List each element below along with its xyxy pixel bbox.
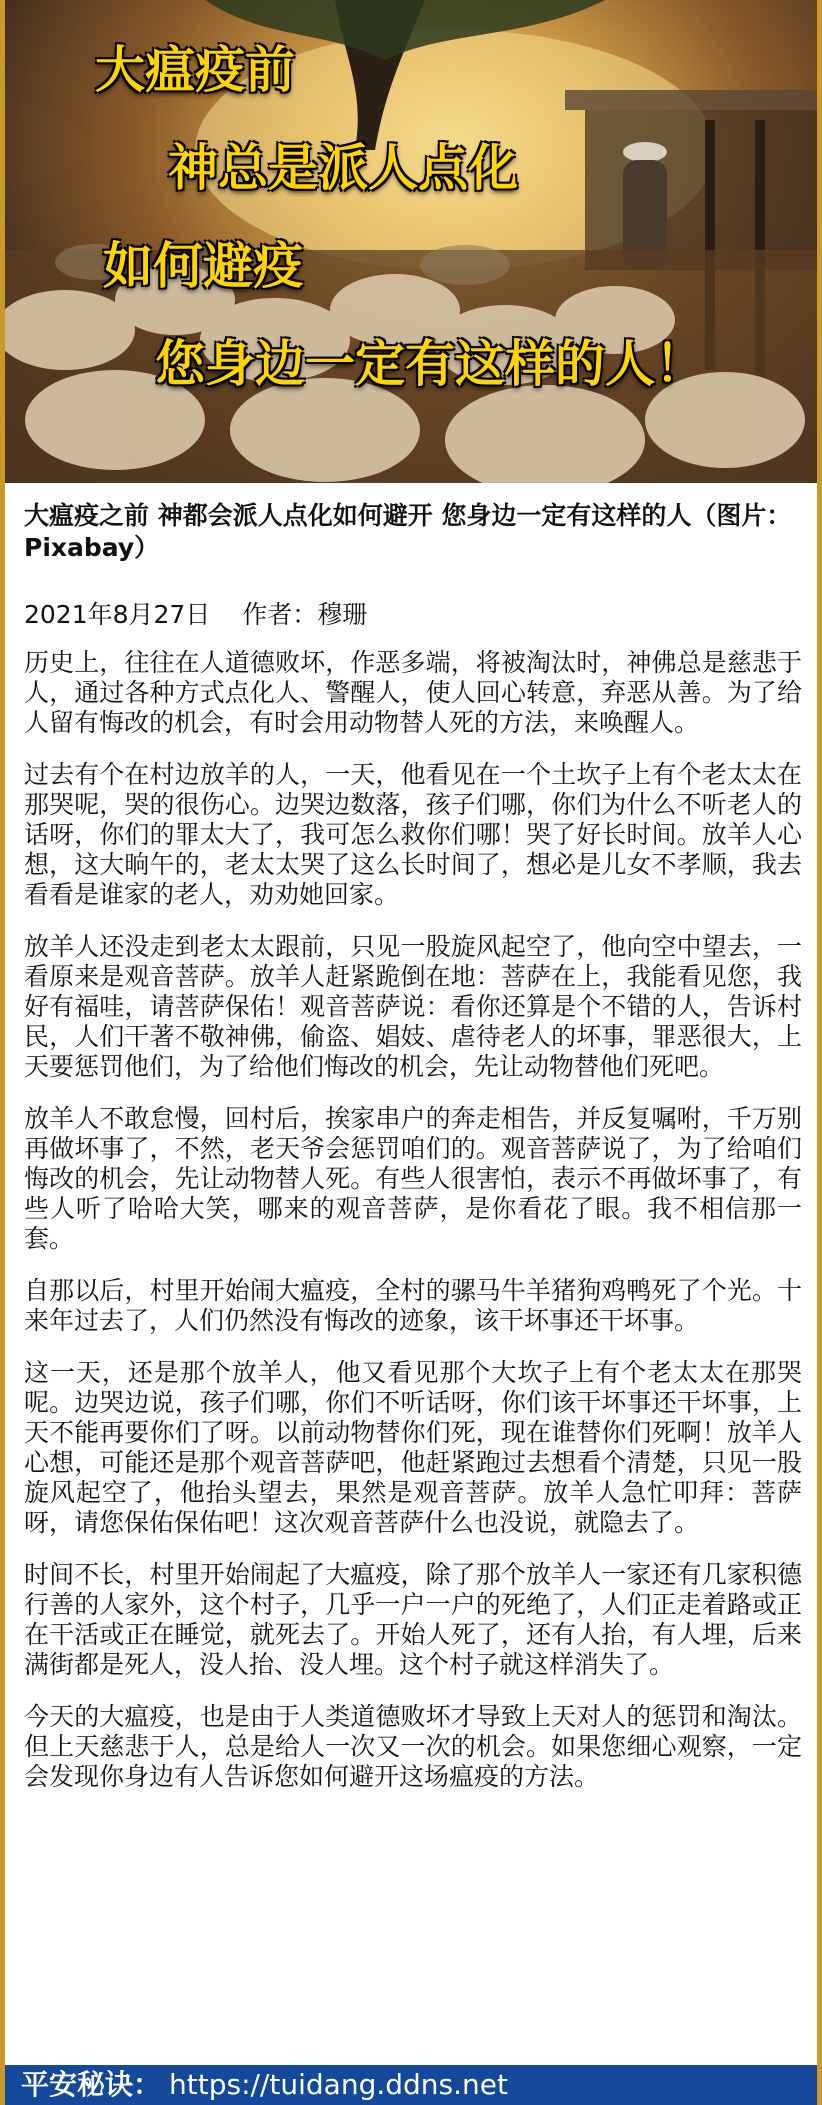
footer-label: 平安秘诀：	[21, 2068, 162, 2101]
footer-link[interactable]: https://tuidang.ddns.net	[169, 2068, 508, 2101]
paragraph: 历史上，往往在人道德败坏，作恶多端，将被淘汰时，神佛总是慈悲于人，通过各种方式点化人、警醒人，使人回心转意，弃恶从善。为了给人留有悔改的机会，有时会用动物替人死的方法，来唤醒人。	[24, 648, 802, 737]
paragraph: 时间不长，村里开始闹起了大瘟疫，除了那个放羊人一家还有几家积德行善的人家外，这个村子，几乎一户一户的死绝了，人们正走着路或正在干活或正在睡觉，就死去了。开始人死了，还有人抬，有人埋，后来满街都是死人，没人抬、没人埋。这个村子就这样消失了。	[24, 1560, 802, 1679]
paragraph: 放羊人还没走到老太太跟前，只见一股旋风起空了，他向空中望去，一看原来是观音菩萨。放羊人赶紧跪倒在地：菩萨在上，我能看见您，我好有福哇，请菩萨保佑！观音菩萨说：看你还算是个不错的人，告诉村民，人们干著不敬神佛，偷盗、娼妓、虐待老人的坏事，罪恶很大，上天要惩罚他们，为了给他们悔改的机会，先让动物替他们死吧。	[24, 932, 802, 1081]
hero-image	[5, 0, 817, 483]
publish-date: 2021年8月27日	[24, 600, 211, 629]
article-body	[24, 648, 802, 1814]
paragraph: 今天的大瘟疫，也是由于人类道德败坏才导致上天对人的惩罚和淘汰。但上天慈悲于人，总是给人一次又一次的机会。如果您细心观察，一定会发现你身边有人告诉您如何避开这场瘟疫的方法。	[24, 1702, 802, 1791]
image-caption: 大瘟疫之前 神都会派人点化如何避开 您身边一定有这样的人（图片：Pixabay）	[24, 501, 792, 562]
article-meta	[24, 595, 391, 631]
paragraph: 过去有个在村边放羊的人，一天，他看见在一个土坎子上有个老太太在那哭呢，哭的很伤心。边哭边数落，孩子们哪，你们为什么不听老人的话呀，你们的罪太大了，我可怎么救你们哪！哭了好长时间。放羊人心想，这大晌午的，老太太哭了这么长时间了，想必是儿女不孝顺，我去看看是谁家的老人，劝劝她回家。	[24, 760, 802, 909]
paragraph: 自那以后，村里开始闹大瘟疫，全村的骡马牛羊猪狗鸡鸭死了个光。十来年过去了，人们仍然没有悔改的迹象，该干坏事还干坏事。	[24, 1276, 802, 1335]
hero-headline-3: 如何避疫	[103, 237, 303, 295]
author: 作者：穆珊	[242, 600, 368, 629]
hero-headline-4: 您身边一定有这样的人！	[155, 335, 705, 393]
footer-bar	[5, 2065, 817, 2105]
paragraph: 放羊人不敢怠慢，回村后，挨家串户的奔走相告，并反复嘱咐，千万别再做坏事了，不然，老天爷会惩罚咱们的。观音菩萨说了，为了给咱们悔改的机会，先让动物替人死。有些人很害怕，表示不再做坏事了，有些人听了哈哈大笑，哪来的观音菩萨，是你看花了眼。我不相信那一套。	[24, 1104, 802, 1253]
hero-headline-1: 大瘟疫前	[95, 41, 295, 99]
hero-headline-2: 神总是派人点化	[168, 139, 518, 197]
paragraph: 这一天，还是那个放羊人，他又看见那个大坎子上有个老太太在那哭呢。边哭边说，孩子们哪，你们不听话呀，你们该干坏事还干坏事，上天不能再要你们了呀。以前动物替你们死，现在谁替你们死啊！放羊人心想，可能还是那个观音菩萨吧，他赶紧跑过去想看个清楚，只见一股旋风起空了，他抬头望去，果然是观音菩萨。放羊人急忙叩拜：菩萨呀，请您保佑保佑吧！这次观音菩萨什么也没说，就隐去了。	[24, 1358, 802, 1537]
